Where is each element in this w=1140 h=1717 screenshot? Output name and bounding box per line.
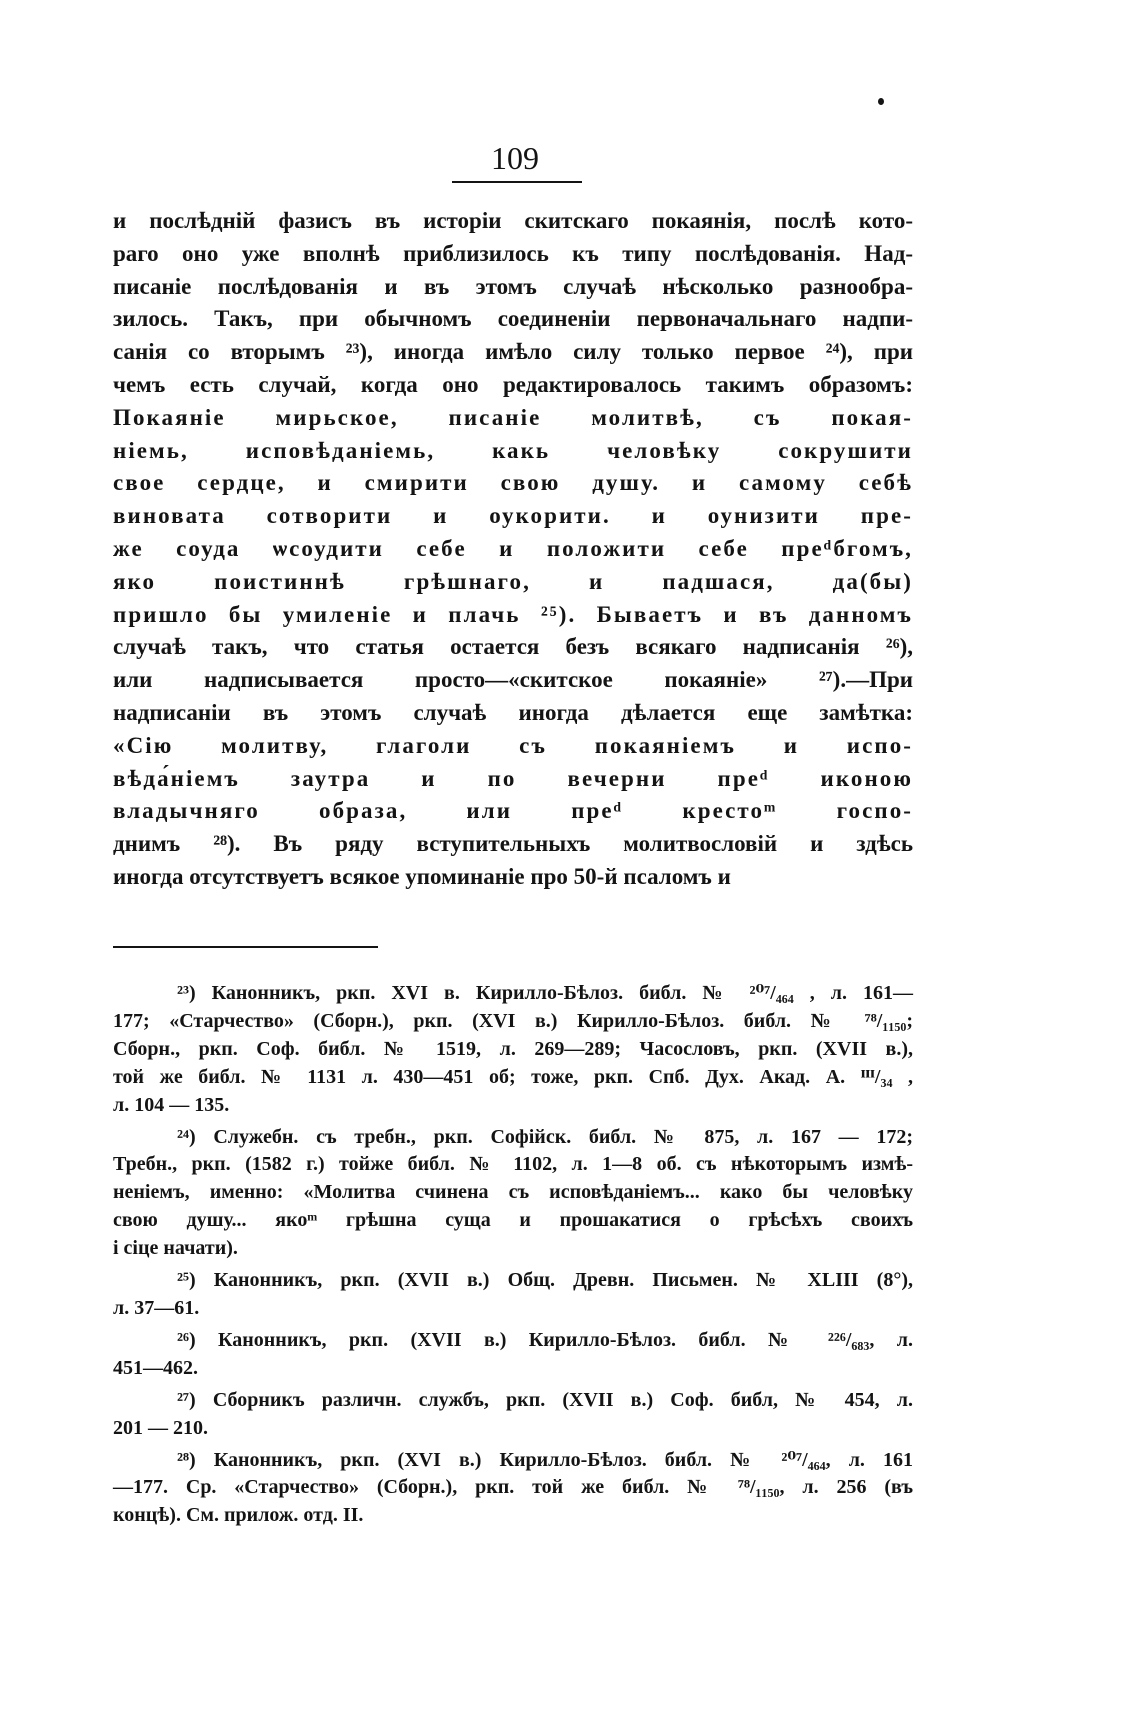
text-line: зилось. Такъ, при обычномъ соединеніи первоначальнаго надпи- bbox=[113, 306, 913, 332]
footnote-line: л. 104 — 135. bbox=[113, 1093, 230, 1116]
footnote-line: ²⁶) Канонникъ, ркп. (XVII в.) Кирилло-Бѣлоз. библ. № ²²⁶/₆₈₃, л. bbox=[177, 1328, 913, 1351]
footnote-28 bbox=[113, 1447, 913, 1531]
footnote-line: Требн., ркп. (1582 г.) тойже библ. № 1102, л. 1—8 об. съ нѣкоторымъ измѣ- bbox=[113, 1153, 913, 1176]
footnote-line: 201 — 210. bbox=[113, 1416, 208, 1439]
text-line: раго оно уже вполнѣ приблизилось къ типу послѣдованія. Над- bbox=[113, 240, 913, 266]
text-line: свое сердце, и смирити свою душу. и самому себѣ bbox=[113, 470, 913, 496]
footnote-separator bbox=[113, 946, 378, 948]
footnote-line: ²⁴) Служебн. съ требн., ркп. Софійск. библ. № 875, л. 167 — 172; bbox=[177, 1125, 913, 1148]
page-number: 109 bbox=[491, 140, 539, 176]
footnote-line: ²⁸) Канонникъ, ркп. (XVI в.) Кирилло-Бѣлоз. библ. № ²⁰⁷/₄₆₄, л. 161 bbox=[177, 1448, 913, 1471]
text-line: яко поистиннѣ грѣшнаго, и падшася, да(бы) bbox=[113, 568, 913, 594]
text-line: надписаніи въ этомъ случаѣ иногда дѣлается еще замѣтка: bbox=[113, 699, 913, 725]
footnote-line: 177; «Старчество» (Сборн.), ркп. (XVI в.) Кирилло-Бѣлоз. библ. № ⁷⁸/₁₁₅₀; bbox=[113, 1009, 913, 1032]
footnote-line: ²⁵) Канонникъ, ркп. (XVII в.) Общ. Древн. Письмен. № XLIII (8°), bbox=[177, 1269, 913, 1292]
footnote-24 bbox=[113, 1124, 913, 1264]
text-line: иногда отсутствуетъ всякое упоминаніе про 50-й псаломъ и bbox=[113, 863, 731, 889]
footnote-line: 451—462. bbox=[113, 1356, 198, 1379]
text-line: санія со вторымъ ²³), иногда имѣло силу только первое ²⁴), при bbox=[113, 339, 913, 365]
footnote-26 bbox=[113, 1327, 913, 1383]
text-line: писаніе послѣдованія и въ этомъ случаѣ нѣсколько разнообра- bbox=[113, 273, 913, 299]
footnote-line: ²⁷) Сборникъ различн. службъ, ркп. (XVII в.) Соф. библ, № 454, л. bbox=[177, 1388, 913, 1411]
footnote-25 bbox=[113, 1267, 913, 1323]
text-line: чемъ есть случай, когда оно редактировалось такимъ образомъ: bbox=[113, 371, 913, 397]
text-line: вѣда́ніемъ заутра и по вечерни преᵈ иконою bbox=[113, 765, 913, 791]
footnote-27 bbox=[113, 1387, 913, 1443]
text-line: и послѣдній фазисъ въ исторіи скитскаго покаянія, послѣ кото- bbox=[113, 208, 913, 233]
footnote-line: —177. Ср. «Старчество» (Сборн.), ркп. той же библ. № ⁷⁸/₁₁₅₀, л. 256 (въ bbox=[113, 1476, 913, 1499]
text-line: Покаяніе мирьское, писаніе молитвѣ, съ покая- bbox=[113, 404, 913, 430]
footnote-line: свою душу... якоᵐ грѣшна суща и прошакатися о грѣсѣхъ своихъ bbox=[113, 1209, 913, 1232]
text-line: «Сію молитву, глаголи съ покаяніемъ и испо- bbox=[113, 732, 913, 758]
footnote-line: неніемъ, именно: «Молитва счинена съ исповѣданіемъ... како бы человѣку bbox=[113, 1181, 913, 1204]
ink-speck bbox=[878, 98, 884, 105]
text-line: ніемь, исповѣданіемь, какь человѣку сокрушити bbox=[113, 437, 913, 463]
text-line: владычняго образа, или преᵈ крестоᵐ госпо- bbox=[113, 798, 913, 824]
footnote-line: той же библ. № 1131 л. 430—451 об; тоже, ркп. Спб. Дух. Акад. А. ᴵᴵᴵ/₃₄ , bbox=[113, 1065, 913, 1088]
footnote-line: Сборн., ркп. Соф. библ. № 1519, л. 269—289; Часословъ, ркп. (XVII в.), bbox=[113, 1037, 913, 1060]
text-line: же соуда ѡсоудити себе и положити себе преᵈбгомъ, bbox=[113, 535, 913, 561]
footnote-line: ²³) Канонникъ, ркп. XVI в. Кирилло-Бѣлоз. библ. № ²⁰⁷/₄₆₄ , л. 161— bbox=[177, 982, 913, 1004]
page-number-rule bbox=[452, 181, 582, 183]
footnote-line: концѣ). См. прилож. отд. II. bbox=[113, 1504, 364, 1527]
text-line: пришло бы умиленіе и плачь ²⁵). Бываетъ и въ данномъ bbox=[113, 601, 913, 627]
footnote-23 bbox=[113, 980, 913, 1120]
footnotes bbox=[113, 980, 913, 1534]
text-line: виновата сотворити и оукорити. и оунизити пре- bbox=[113, 503, 913, 529]
text-line: или надписывается просто—«скитское покаяніе» ²⁷).—При bbox=[113, 667, 913, 693]
footnote-line: і сіце начати). bbox=[113, 1237, 238, 1260]
main-text bbox=[113, 205, 913, 894]
footnote-line: л. 37—61. bbox=[113, 1296, 200, 1319]
text-line: случаѣ такъ, что статья остается безъ всякаго надписанія ²⁶), bbox=[113, 634, 913, 660]
text-line: днимъ ²⁸). Въ ряду вступительныхъ молитвословій и здѣсь bbox=[113, 831, 913, 857]
